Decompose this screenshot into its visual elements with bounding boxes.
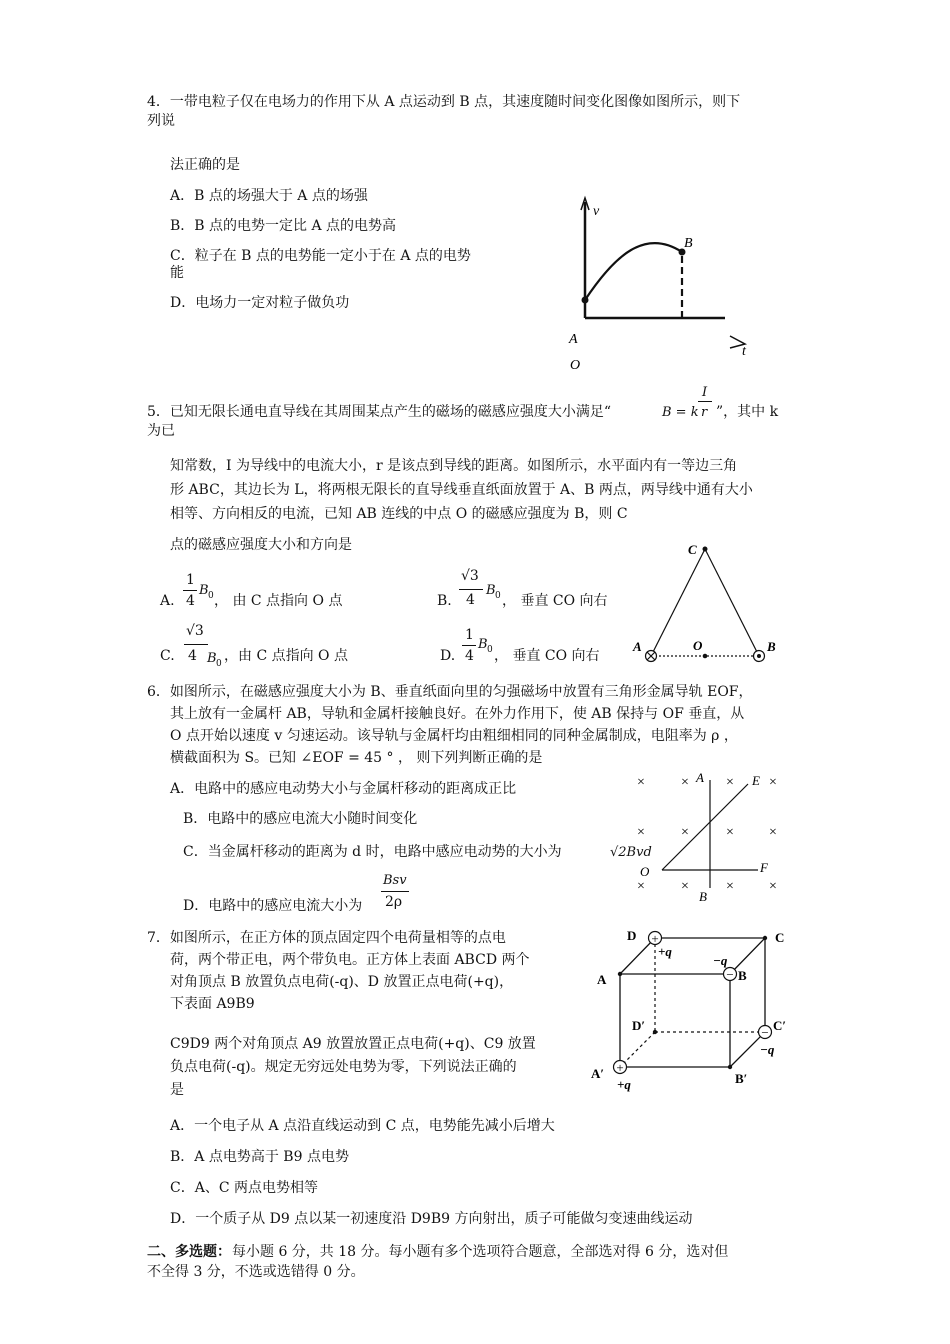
- q5-fig-label-b: B: [767, 639, 776, 654]
- q5-stem-line3: 知常数，I 为导线中的电流大小，r 是该点到导线的距离。如图所示，水平面内有一等边三角: [170, 458, 738, 474]
- q6-option-d-denominator: 2ρ: [385, 894, 403, 910]
- q5-formula-numerator: I: [702, 385, 708, 400]
- q7-fig-label-c: C: [775, 930, 785, 945]
- q5-stem-line4: 形 ABC，其边长为 L，将两根无限长的直导线垂直纸面放置于 A、B 两点，两导线中通有大小: [170, 482, 753, 498]
- svg-text:×: ×: [726, 775, 734, 790]
- svg-text:×: ×: [769, 775, 777, 790]
- q7-stem-line4: 下表面 A9B9: [170, 996, 255, 1012]
- svg-text:×: ×: [637, 775, 645, 790]
- q5-stem-line2: 为已: [147, 423, 175, 439]
- q6-option-d: D．电路中的感应电流大小为: [183, 898, 363, 914]
- q7-fig-label-dprime: D′: [632, 1018, 646, 1033]
- q4-stem-line2: 列说: [147, 113, 175, 129]
- q6-option-a: A．电路中的感应电动势大小与金属杆移动的距离成正比: [170, 781, 517, 797]
- q7-option-b: B．A 点电势高于 B9 点电势: [170, 1149, 349, 1165]
- q4-option-c-line1: C．粒子在 B 点的电势能一定小于在 A 点的电势: [170, 248, 471, 264]
- q4-fig-label-v: v: [593, 204, 600, 219]
- q4-option-a: A．B 点的场强大于 A 点的场强: [170, 188, 368, 204]
- q4-option-c-line2: 能: [170, 265, 184, 281]
- q4-fig-label-o: O: [570, 358, 581, 373]
- q7-stem-line7: 是: [170, 1082, 184, 1098]
- q4-option-b: B．B 点的电势一定比 A 点的电势高: [170, 218, 397, 234]
- q7-fig-label-a: A: [597, 972, 607, 987]
- svg-text:×: ×: [637, 879, 645, 894]
- q7-stem-line3: 对角顶点 B 放置负点电荷(-q)、D 放置正点电荷(+q)，: [170, 974, 514, 990]
- q6-magnetic-field-figure: [630, 768, 790, 908]
- q4-velocity-time-graph: [560, 190, 760, 375]
- q4-stem-line3: 法正确的是: [170, 157, 240, 173]
- svg-text:×: ×: [681, 775, 689, 790]
- q7-fig-label-aprime: A′: [591, 1066, 605, 1081]
- q4-fig-label-t: t: [742, 344, 746, 359]
- svg-text:×: ×: [681, 879, 689, 894]
- q6-stem-line4: 横截面积为 S。已知 ∠EOF = 45 ° ， 则下列判断正确的是: [170, 750, 543, 766]
- q6-fig-label-o: O: [640, 864, 650, 879]
- q5-formula-bar: [698, 401, 712, 402]
- q6-option-b: B．电路中的感应电流大小随时间变化: [183, 811, 418, 827]
- q7-fig-label-cprime: C′: [773, 1018, 787, 1033]
- q6-option-d-numerator: Bsv: [383, 873, 407, 888]
- svg-text:×: ×: [637, 825, 645, 840]
- svg-text:×: ×: [726, 825, 734, 840]
- section2-text-line2: 不全得 3 分，不选或选错得 0 分。: [147, 1264, 365, 1280]
- q6-option-c-formula: √2Bvd: [610, 845, 652, 860]
- q7-fig-label-d: D: [627, 928, 637, 943]
- svg-text:−: −: [761, 1025, 769, 1040]
- q5-fig-label-o: O: [693, 638, 703, 653]
- q4-option-d: D．电场力一定对粒子做负功: [170, 295, 350, 311]
- q7-fig-label-bprime: B′: [735, 1071, 748, 1086]
- q7-option-c: C．A、C 两点电势相等: [170, 1180, 318, 1196]
- q5-stem-line1b: ”，其中 k: [716, 404, 779, 420]
- q7-stem-line1: 7．如图所示，在正方体的顶点固定四个电荷量相等的点电: [147, 930, 506, 946]
- q7-charge-cprime: −q: [760, 1042, 775, 1057]
- q4-fig-label-a: A: [569, 332, 578, 347]
- q6-stem-line3: O 点开始以速度 v 匀速运动。该导轨与金属杆均由粗细相同的同种金属制成，电阻率为 ρ ，: [170, 728, 738, 744]
- q5-stem-line5: 相等、方向相反的电流，已知 AB 连线的中点 O 的磁感应强度为 B，则 C: [170, 506, 628, 522]
- q6-stem-line1: 6．如图所示，在磁感应强度大小为 B、垂直纸面向里的匀强磁场中放置有三角形金属导轨 EOF，: [147, 684, 753, 700]
- q5-fig-label-a: A: [633, 639, 642, 654]
- svg-text:×: ×: [769, 879, 777, 894]
- q6-fig-label-b: B: [699, 889, 707, 904]
- svg-text:×: ×: [726, 879, 734, 894]
- q5-stem-line1a: 5．已知无限长通电直导线在其周围某点产生的磁场的磁感应强度大小满足“: [147, 404, 612, 420]
- svg-text:+: +: [651, 931, 659, 946]
- q7-cube-figure: [585, 922, 795, 1092]
- q6-field-crosses: [637, 775, 777, 894]
- section2-text-line1: 每小题 6 分，共 18 分。每小题有多个选项符合题意，全部选对得 6 分，选对但: [232, 1244, 729, 1260]
- q5-formula-denominator: r: [701, 405, 708, 420]
- q7-charge-aprime: +q: [617, 1077, 631, 1092]
- svg-text:+: +: [616, 1060, 624, 1075]
- svg-text:−: −: [726, 967, 734, 982]
- q6-fig-label-a: A: [696, 770, 704, 785]
- q4-stem-line1: 4．一带电粒子仅在电场力的作用下从 A 点运动到 B 点，其速度随时间变化图像如图所示，则下: [147, 94, 741, 110]
- q5-triangle-figure: [625, 540, 785, 670]
- q7-stem-line6: 负点电荷(-q)。规定无穷远处电势为零，下列说法正确的: [170, 1059, 517, 1075]
- q6-option-c: C．当金属杆移动的距离为 d 时，电路中感应电动势的大小为: [183, 844, 562, 860]
- q7-stem-line5: C9D9 两个对角顶点 A9 放置放置正点电荷(+q)、C9 放置: [170, 1036, 536, 1052]
- section2-title: 二、多选题：: [147, 1244, 231, 1260]
- q6-fig-label-e: E: [752, 773, 760, 788]
- q7-charge-d: +q: [658, 944, 672, 959]
- q5-stem-line6: 点的磁感应强度大小和方向是: [170, 537, 352, 553]
- svg-text:×: ×: [769, 825, 777, 840]
- q5-formula-lhs: B = k: [662, 405, 699, 420]
- svg-text:×: ×: [681, 825, 689, 840]
- q7-charge-b: −q: [713, 953, 728, 968]
- q7-fig-label-b: B: [738, 968, 747, 983]
- q7-option-a: A．一个电子从 A 点沿直线运动到 C 点，电势能先减小后增大: [170, 1118, 555, 1134]
- q7-stem-line2: 荷，两个带正电，两个带负电。正方体上表面 ABCD 两个: [170, 952, 530, 968]
- q4-fig-label-b: B: [684, 236, 693, 251]
- q7-option-d: D．一个质子从 D9 点以某一初速度沿 D9B9 方向射出，质子可能做匀变速曲线运动: [170, 1211, 693, 1227]
- q6-fig-label-f: F: [760, 860, 768, 875]
- q6-stem-line2: 其上放有一金属杆 AB，导轨和金属杆接触良好。在外力作用下，使 AB 保持与 OF 垂直，从: [170, 706, 745, 722]
- q5-fig-label-c: C: [688, 542, 697, 557]
